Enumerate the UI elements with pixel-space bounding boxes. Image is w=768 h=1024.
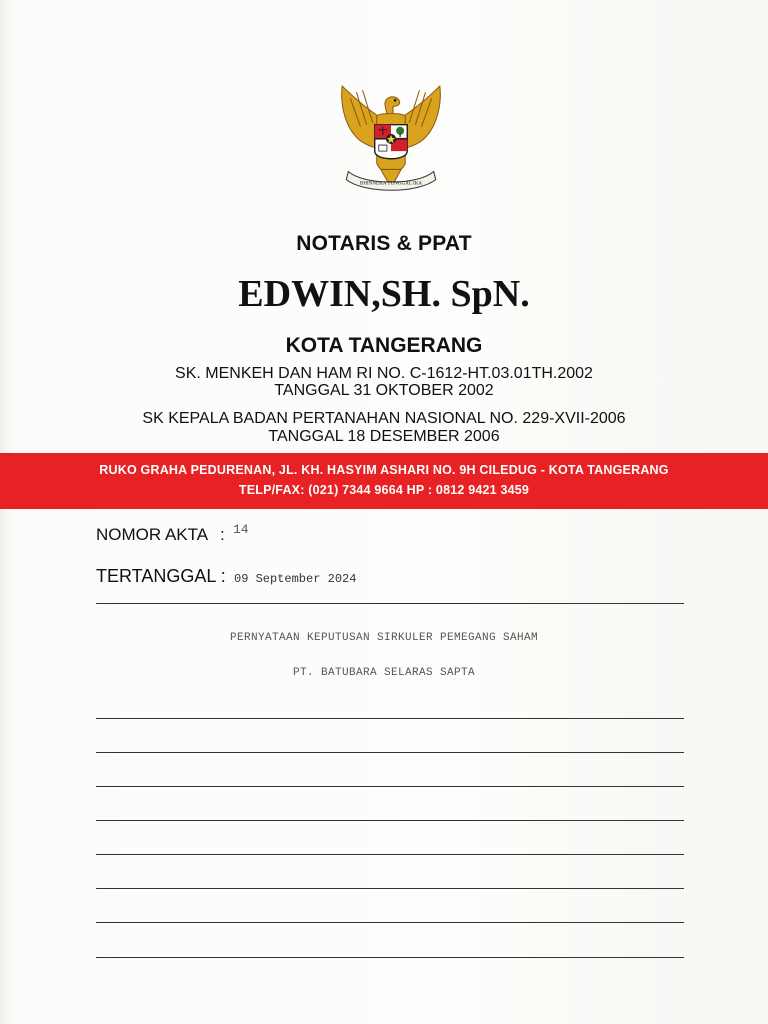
city-name: KOTA TANGERANG <box>285 334 483 357</box>
sk-menkeh-number: SK. MENKEH DAN HAM RI NO. C-1612-HT.03.01TH.2002 <box>175 365 593 382</box>
garuda-emblem-icon <box>330 82 452 204</box>
deed-subject-line-2: PT. BATUBARA SELARAS SAPTA <box>292 667 476 679</box>
blank-line <box>96 786 684 787</box>
office-address: RUKO GRAHA PEDURENAN, JL. KH. HASYIM ASHARI NO. 9H CILEDUG - KOTA TANGERANG <box>99 463 669 477</box>
blank-line <box>96 820 684 821</box>
blank-line <box>96 922 684 923</box>
nomor-akta-label: NOMOR AKTA <box>96 525 209 544</box>
tertanggal-label: TERTANGGAL : <box>96 566 226 586</box>
blank-line <box>96 957 684 958</box>
sk-bpn-number: SK KEPALA BADAN PERTANAHAN NASIONAL NO. 229-XVII-2006 <box>142 410 626 427</box>
date-underline <box>96 603 684 604</box>
blank-line <box>96 854 684 855</box>
tertanggal-value: 09 September 2024 <box>234 572 357 586</box>
office-phone: TELP/FAX: (021) 7344 9664 HP : 0812 9421 3459 <box>238 483 530 497</box>
blank-line <box>96 752 684 753</box>
deed-subject-line-1: PERNYATAAN KEPUTUSAN SIRKULER PEMEGANG SAHAM <box>229 632 539 644</box>
nomor-akta-value: 14 <box>233 522 249 537</box>
sk-menkeh-date: TANGGAL 31 OKTOBER 2002 <box>274 382 494 399</box>
sk-bpn-date: TANGGAL 18 DESEMBER 2006 <box>268 428 500 445</box>
blank-line <box>96 888 684 889</box>
notary-name: EDWIN,SH. SpN. <box>238 273 530 315</box>
address-banner <box>0 453 768 509</box>
svg-text:BHINNEKA TUNGGAL IKA: BHINNEKA TUNGGAL IKA <box>359 180 423 187</box>
office-title: NOTARIS & PPAT <box>296 232 472 255</box>
blank-line <box>96 718 684 719</box>
nomor-akta-colon: : <box>220 525 225 544</box>
